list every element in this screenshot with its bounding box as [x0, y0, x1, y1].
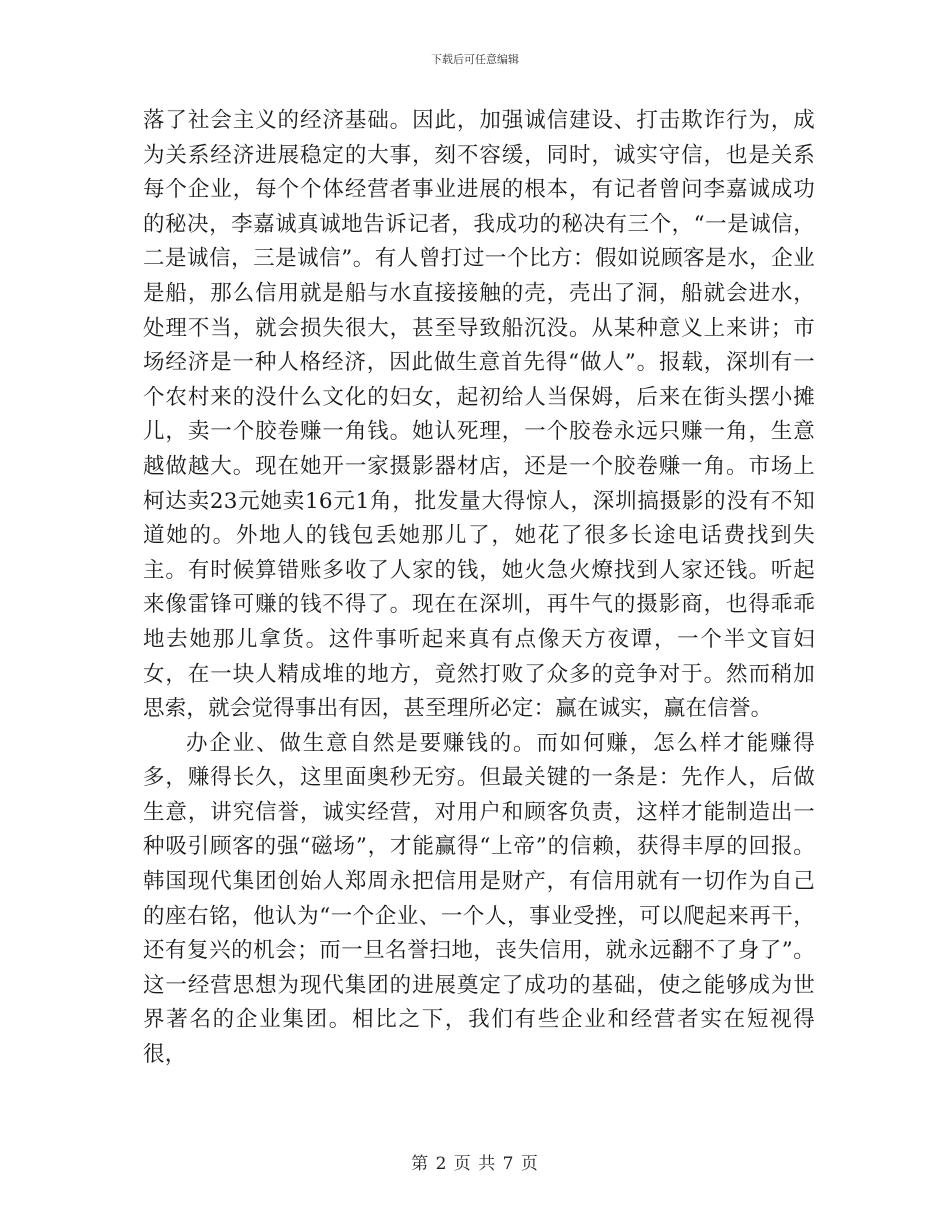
body-paragraph-1: 落了社会主义的经济基础。因此，加强诚信建设、打击欺诈行为，成为关系经济进展稳定的大事，刻不容缓，同时，诚实守信，也是关系每个企业，每个个体经营者事业进展的根本，有记者曾问李嘉诚成功的秘决，李嘉诚真诚地告诉记者，我成功的秘决有三个，“一是诚信，二是诚信，三是诚信”。有人曾打过一个比方：假如说顾客是水，企业是船，那么信用就是船与水直接接触的壳，壳出了洞，船就会进水，处理不当，就会损失很大，甚至导致船沉没。从某种意义上来讲；市场经济是一种人格经济，因此做生意首先得“做人”。报载，深圳有一个农村来的没什么文化的妇女，起初给人当保姆，后来在街头摆小摊儿，卖一个胶卷赚一角钱。她认死理，一个胶卷永远只赚一角，生意越做越大。现在她开一家摄影器材店，还是一个胶卷赚一角。市场上柯达卖23元她卖16元1角，批发量大得惊人，深圳搞摄影的没有不知道她的。外地人的钱包丢她那儿了，她花了很多长途电话费找到失主。有时候算错账多收了人家的钱，她火急火燎找到人家还钱。听起来像雷锋可赚的钱不得了。现在在深圳，再牛气的摄影商，也得乖乖地去她那儿拿货。这件事听起来真有点像天方夜谭，一个半文盲妇女，在一块人精成堆的地方，竟然打败了众多的竞争对于。然而稍加思索，就会觉得事出有因，甚至理所必定：赢在诚实，赢在信誉。 — [143, 108, 815, 722]
document-body — [143, 104, 815, 1073]
page-number-footer: 第 2 页 共 7 页 — [411, 1154, 539, 1174]
body-paragraph-2: 办企业、做生意自然是要赚钱的。而如何赚，怎么样才能赚得多，赚得长久，这里面奥秒无穷。但最关键的一条是：先作人，后做生意，讲究信誉，诚实经营，对用户和顾客负责，这样才能制造出一种吸引顾客的强“磁场”，才能赢得“上帝”的信赖，获得丰厚的回报。韩国现代集团创始人郑周永把信用是财产，有信用就有一切作为自己的座右铭，他认为“一个企业、一个人，事业受挫，可以爬起来再干，还有复兴的机会；而一旦名誉扫地，丧失信用，就永远翻不了身了”。这一经营思想为现代集团的进展奠定了成功的基础，使之能够成为世界著名的企业集团。相比之下，我们有些企业和经营者实在短视得很， — [143, 730, 815, 1068]
page-header-note: 下载后可任意编辑 — [431, 53, 519, 66]
